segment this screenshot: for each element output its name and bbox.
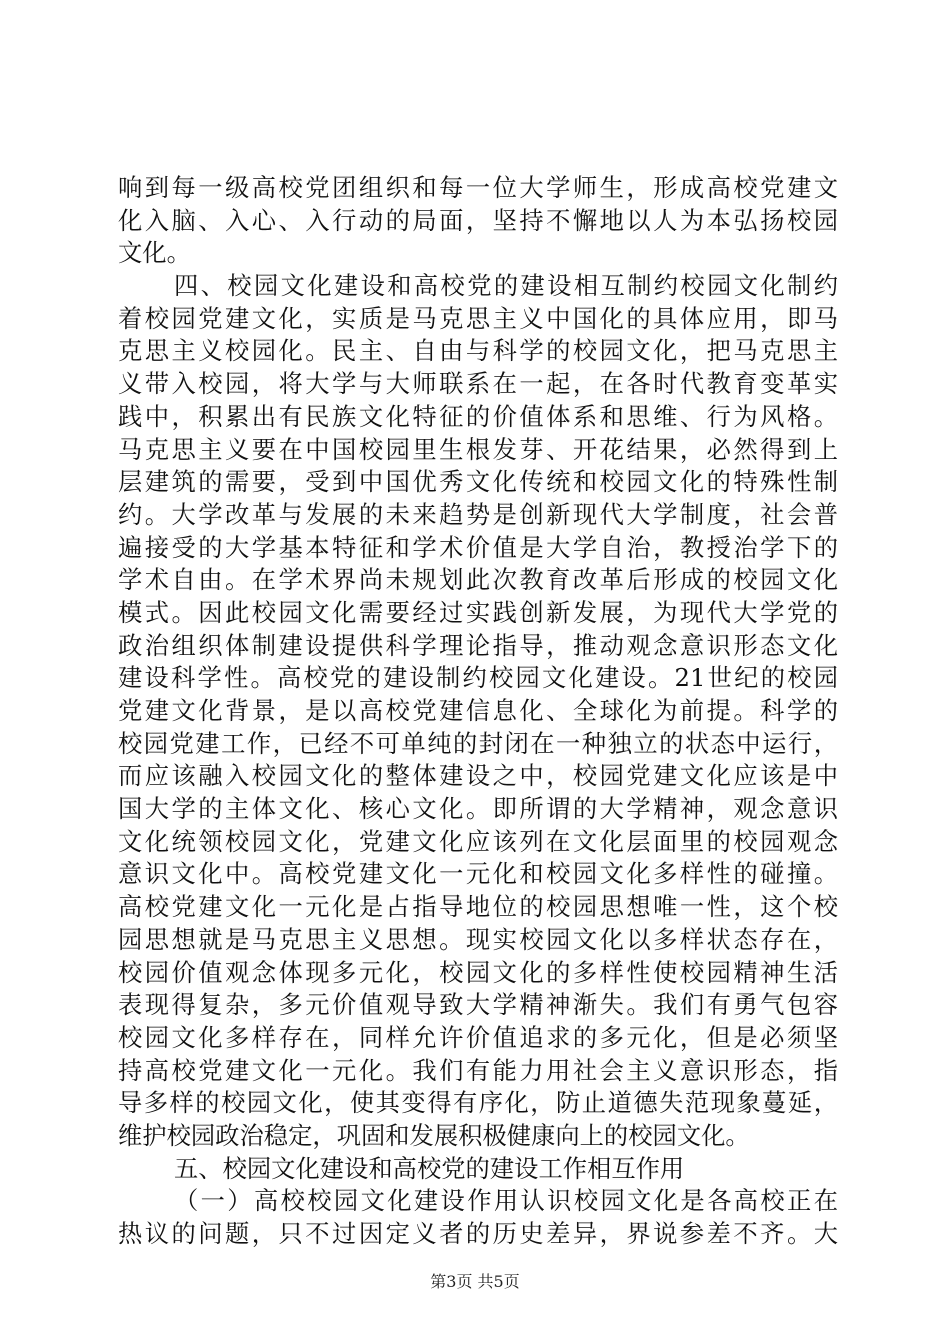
text-line: 响到每一级高校党团组织和每一位大学师生，形成高校党建文 <box>118 173 838 202</box>
text-line: 着校园党建文化，实质是马克思主义中国化的具体应用，即马 <box>118 303 838 333</box>
text-line: 校园党建工作，已经不可单纯的封闭在一种独立的状态中运行， <box>118 728 838 758</box>
text-line: 建设科学性。高校党的建设制约校园文化建设。21世纪的校园 <box>118 663 838 693</box>
text-line: 校园价值观念体现多元化，校园文化的多样性使校园精神生活 <box>118 957 838 987</box>
page-footer: 第3页 共5页 <box>430 1272 520 1291</box>
text-line: 马克思主义要在中国校园里生根发芽、开花结果，必然得到上 <box>118 434 838 464</box>
text-line: 国大学的主体文化、核心文化。即所谓的大学精神，观念意识 <box>118 794 838 824</box>
text-line: 园思想就是马克思主义思想。现实校园文化以多样状态存在， <box>118 924 838 954</box>
text-line: （一）高校校园文化建设作用认识校园文化是各高校正在 <box>174 1186 838 1216</box>
text-line: 党建文化背景，是以高校党建信息化、全球化为前提。科学的 <box>118 696 838 725</box>
text-line: 表现得复杂，多元价值观导致大学精神渐失。我们有勇气包容 <box>118 990 838 1020</box>
text-line: 文化统领校园文化，党建文化应该列在文化层面里的校园观念 <box>118 826 838 856</box>
text-line: 践中，积累出有民族文化特征的价值体系和思维、行为风格。 <box>118 401 838 431</box>
text-line: 而应该融入校园文化的整体建设之中，校园党建文化应该是中 <box>118 761 838 791</box>
text-line: 约。大学改革与发展的未来趋势是创新现代大学制度，社会普 <box>118 499 838 529</box>
text-line: 政治组织体制建设提供科学理论指导，推动观念意识形态文化 <box>118 630 838 660</box>
text-line: 克思主义校园化。民主、自由与科学的校园文化，把马克思主 <box>118 336 838 366</box>
text-line: 义带入校园，将大学与大师联系在一起，在各时代教育变革实 <box>118 369 838 399</box>
text-line: 模式。因此校园文化需要经过实践创新发展，为现代大学党的 <box>118 597 838 627</box>
text-line: 学术自由。在学术界尚未规划此次教育改革后形成的校园文化 <box>118 565 838 595</box>
text-line: 校园文化多样存在，同样允许价值追求的多元化，但是必须坚 <box>118 1022 838 1052</box>
text-line: 热议的问题，只不过因定义者的历史差异，界说参差不齐。大 <box>118 1219 838 1248</box>
text-line: 导多样的校园文化，使其变得有序化，防止道德失范现象蔓延， <box>118 1088 838 1118</box>
text-line: 化入脑、入心、入行动的局面，坚持不懈地以人为本弘扬校园 <box>118 205 838 235</box>
text-line: 遍接受的大学基本特征和学术价值是大学自治，教授治学下的 <box>118 532 838 562</box>
text-line: 四、校园文化建设和高校党的建设相互制约校园文化制约 <box>174 271 838 301</box>
body-text <box>118 172 838 1251</box>
text-line: 层建筑的需要，受到中国优秀文化传统和校园文化的特殊性制 <box>118 467 838 497</box>
text-line: 持高校党建文化一元化。我们有能力用社会主义意识形态，指 <box>118 1055 838 1085</box>
text-line: 五、校园文化建设和高校党的建设工作相互作用 <box>174 1153 685 1183</box>
text-line: 高校党建文化一元化是占指导地位的校园思想唯一性，这个校 <box>118 892 838 922</box>
text-line: 文化。 <box>118 238 191 268</box>
text-line: 维护校园政治稳定，巩固和发展积极健康向上的校园文化。 <box>118 1120 750 1150</box>
text-line: 意识文化中。高校党建文化一元化和校园文化多样性的碰撞。 <box>118 859 838 889</box>
